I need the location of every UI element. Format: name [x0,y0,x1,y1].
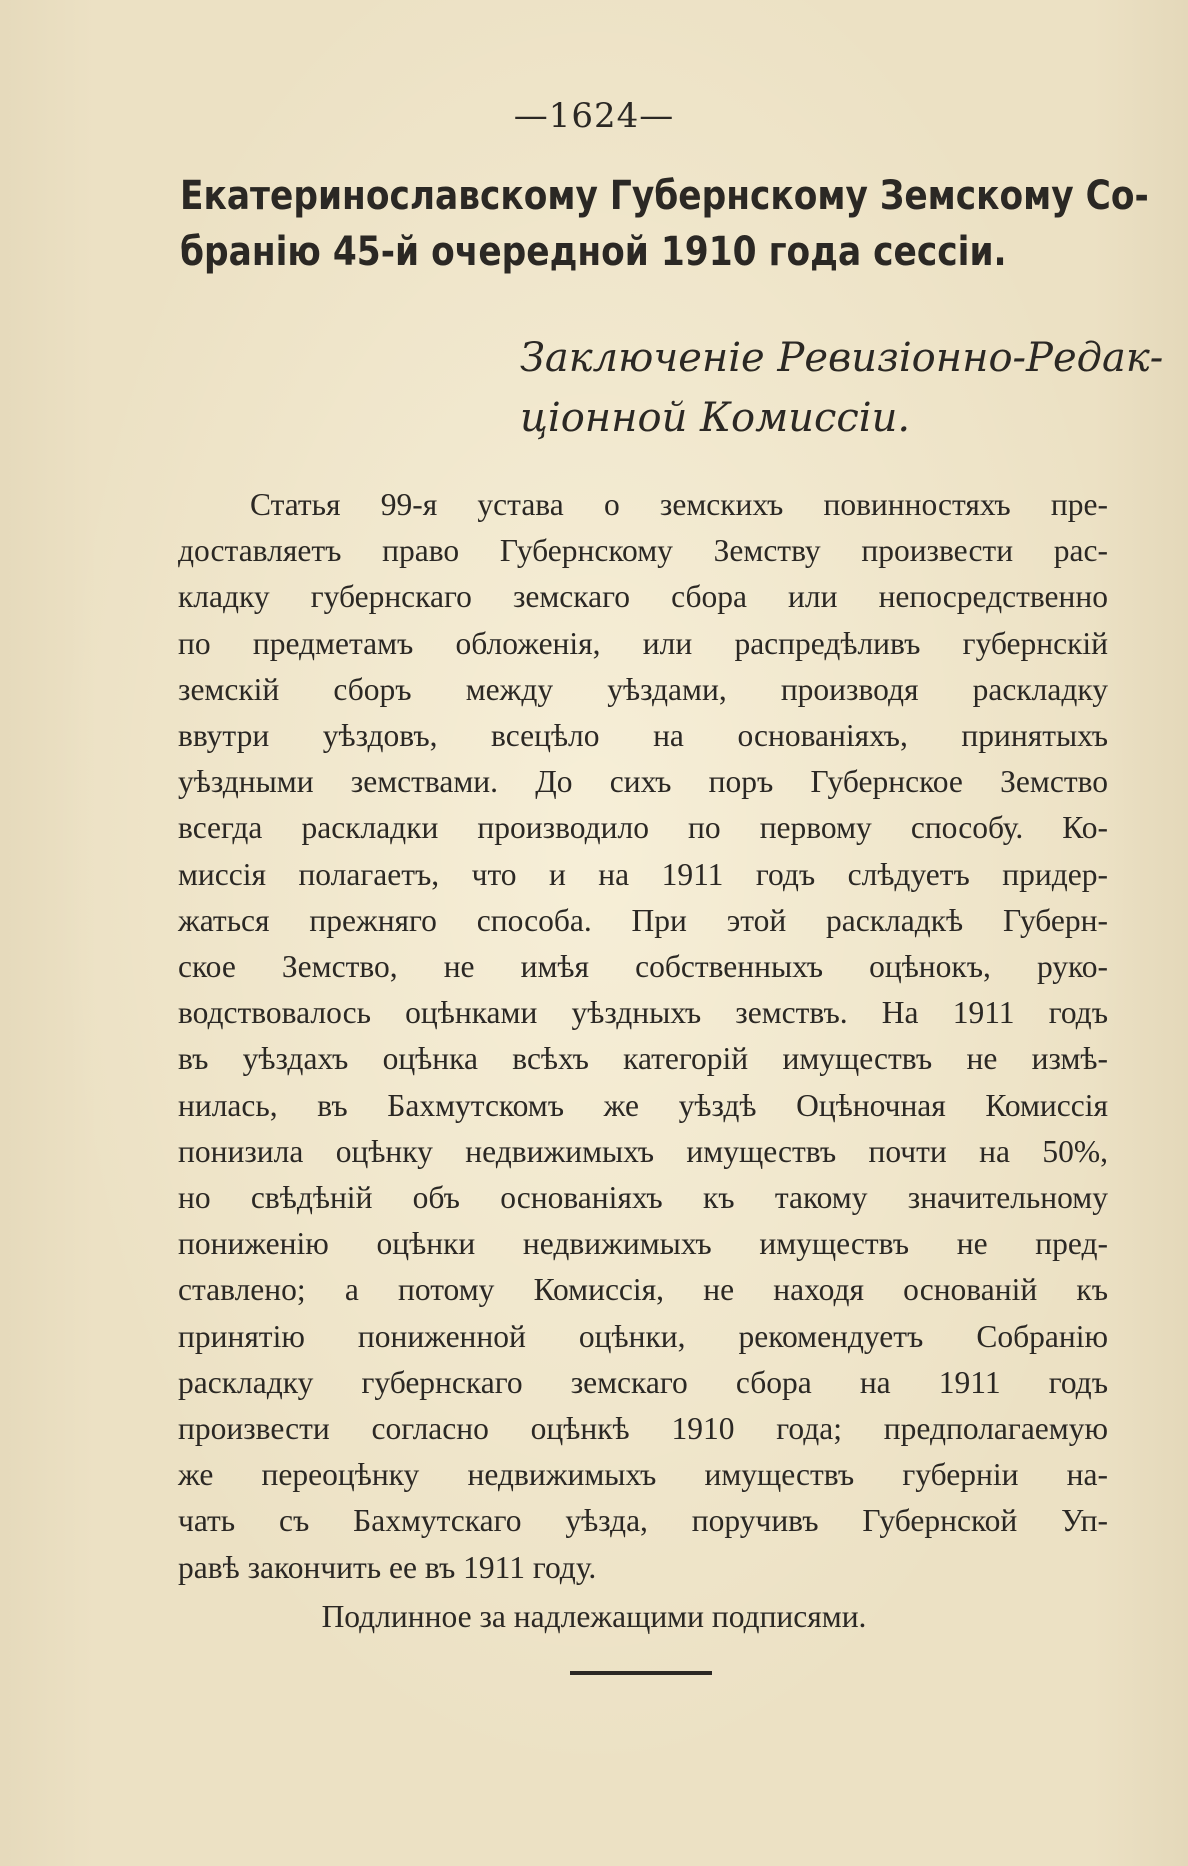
document-heading [180,168,1149,280]
body-line: земскій сборъ между уѣздами, производя раскладку [178,671,1108,707]
body-line: ское Земство, не имѣя собственныхъ оцѣнокъ, руко- [178,949,1108,985]
body-line: но свѣдѣній объ основаніяхъ къ такому значительному [178,1180,1108,1216]
subtitle-line: Заключеніе Ревизіонно-Редак- [520,335,1164,381]
body-line: произвести согласно оцѣнкѣ 1910 года; предполагаемую [178,1411,1108,1447]
body-line: кладку губернскаго земскаго сбора или непосредственно [178,579,1108,615]
heading-line: бранію 45-й очередной 1910 года сессіи. [180,229,1007,275]
body-line: нилась, въ Бахмутскомъ же уѣздѣ Оцѣночная Комиссія [178,1087,1108,1123]
body-line: равѣ закончить ее въ 1911 году. [178,1549,597,1585]
body-line: жаться прежняго способа. При этой раскладкѣ Губерн- [178,902,1108,938]
closing-rule [570,1671,712,1675]
body-line: ставлено; а потому Комиссія, не находя основаній къ [178,1272,1108,1308]
body-line: доставляетъ право Губернскому Земству произвести рас- [178,533,1108,569]
body-line: чать съ Бахмутскаго уѣзда, поручивъ Губернской Уп- [178,1503,1108,1539]
body-paragraph [178,482,1108,1591]
body-line: понизила оцѣнку недвижимыхъ имуществъ почти на 50%, [178,1133,1108,1169]
body-line: миссія полагаетъ, что и на 1911 годъ слѣдуетъ придер- [178,856,1108,892]
page-number: —1624— [513,96,675,136]
body-line: раскладку губернскаго земскаго сбора на 1911 годъ [178,1364,1108,1400]
body-line: водствовалось оцѣнками уѣздныхъ земствъ. На 1911 годъ [178,995,1108,1031]
body-line: по предметамъ обложенія, или распредѣливъ губернскій [178,625,1108,661]
body-line: уѣздными земствами. До сихъ поръ Губернское Земство [178,764,1108,800]
body-line: Статья 99-я устава о земскихъ повинностяхъ пре- [250,487,1108,522]
body-line: же переоцѣнку недвижимыхъ имуществъ губерніи на- [178,1457,1108,1493]
document-subtitle [520,328,1164,448]
closing-line: Подлинное за надлежащими подписями. [321,1599,867,1634]
body-line: ввутри уѣздовъ, всецѣло на основаніяхъ, принятыхъ [178,718,1108,754]
body-line: въ уѣздахъ оцѣнка всѣхъ категорій имуществъ не измѣ- [178,1041,1108,1077]
body-line: принятію пониженной оцѣнки, рекомендуетъ Собранію [178,1318,1108,1354]
body-line: пониженію оцѣнки недвижимыхъ имуществъ не пред- [178,1226,1108,1262]
subtitle-line: ціонной Комиссіи. [520,395,911,441]
body-line: всегда раскладки производило по первому способу. Ко- [178,810,1108,846]
heading-line: Екатеринославскому Губернскому Земскому Со- [180,173,1149,219]
